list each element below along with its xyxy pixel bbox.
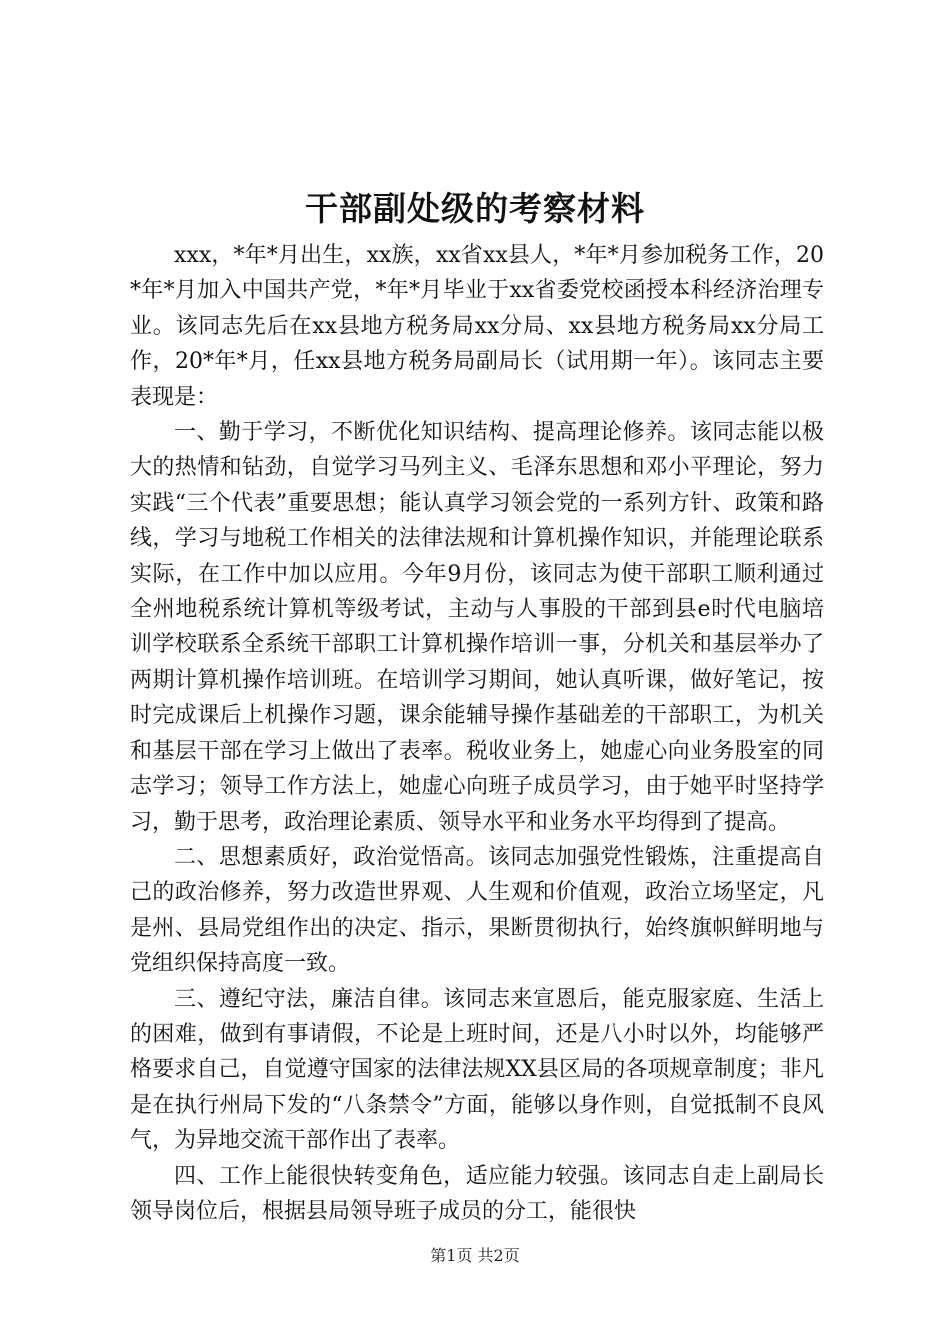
page-number-footer: 第1页 共2页 (430, 1246, 520, 1265)
paragraph-adaptability: 四、工作上能很快转变角色，适应能力较强。该同志自走上副局长领导岗位后，根据县局领导班子成员的分工，能很快 (130, 1163, 824, 1224)
document-title: 干部副处级的考察材料 (305, 189, 645, 228)
document-body (130, 238, 824, 1229)
paragraph-intro: xxx，*年*月出生，xx族，xx省xx县人，*年*月参加税务工作，20*年*月加入中国共产党，*年*月毕业于xx省委党校函授本科经济治理专业。该同志先后在xx县地方税务局xx分局、xx县地方税务局xx分局工作，20*年*月，任xx县地方税务局副局长（试用期一年）。该同志主要表现是： (130, 243, 824, 410)
paragraph-study: 一、勤于学习，不断优化知识结构、提高理论修养。该同志能以极大的热情和钻劲，自觉学习马列主义、毛泽东思想和邓小平理论，努力实践“三个代表”重要思想；能认真学习领会党的一系列方针、政策和路线，学习与地税工作相关的法律法规和计算机操作知识，并能理论联系实际，在工作中加以应用。今年9月份，该同志为使干部职工顺利通过全州地税系统计算机等级考试，主动与人事股的干部到县e时代电脑培训学校联系全系统干部职工计算机操作培训一事，分机关和基层举办了两期计算机操作培训班。在培训学习期间，她认真听课，做好笔记，按时完成课后上机操作习题，课余能辅导操作基础差的干部职工，为机关和基层干部在学习上做出了表率。税收业务上，她虚心向业务股室的同志学习；领导工作方法上，她虚心向班子成员学习，由于她平时坚持学习，勤于思考，政治理论素质、领导水平和业务水平均得到了提高。 (130, 420, 824, 835)
paragraph-discipline: 三、遵纪守法，廉洁自律。该同志来宣恩后，能克服家庭、生活上的困难，做到有事请假，不论是上班时间，还是八小时以外，均能够严格要求自己，自觉遵守国家的法律法规XX县区局的各项规章制度；非凡是在执行州局下发的“八条禁令”方面，能够以身作则，自觉抵制不良风气，为异地交流干部作出了表率。 (130, 986, 824, 1154)
paragraph-ideology: 二、思想素质好，政治觉悟高。该同志加强党性锻炼，注重提高自己的政治修养，努力改造世界观、人生观和价值观，政治立场坚定，凡是州、县局党组作出的决定、指示，果断贯彻执行，始终旗帜鲜明地与党组织保持高度一致。 (130, 844, 824, 977)
